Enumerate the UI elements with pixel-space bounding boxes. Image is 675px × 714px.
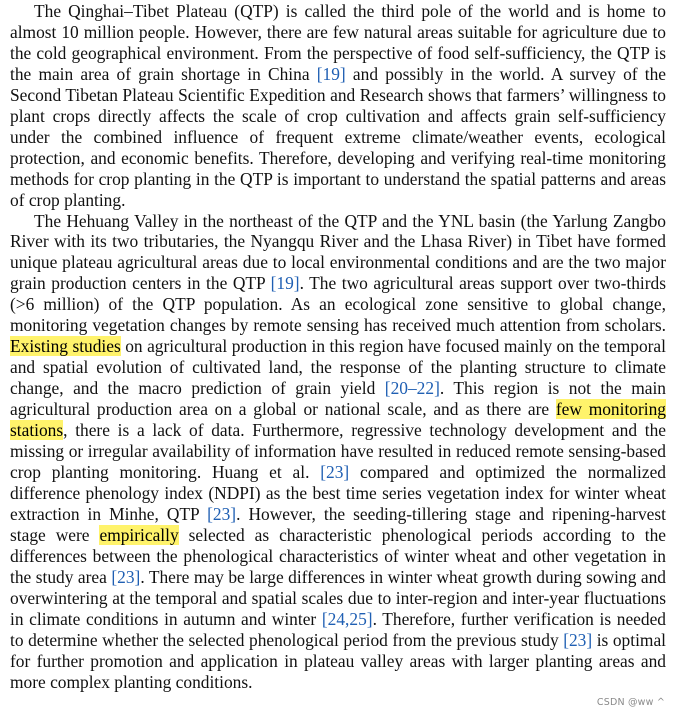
paragraph-text: is optimal for further promotion and application in plateau valley areas with larger planting areas and more complex planting conditions. — [10, 629, 666, 692]
paragraph-1 — [10, 1, 666, 211]
paragraph-text: . However, the seeding-tillering stage and ripening-harvest stage were — [10, 503, 666, 545]
citation-link[interactable]: [19] — [316, 63, 346, 84]
citation-link[interactable]: [24,25] — [321, 608, 373, 629]
paragraph-text: selected as characteristic phenological periods according to the differences between the phenological characteristics of winter wheat and other vegetation in the study area — [10, 524, 666, 587]
paragraph-2 — [10, 211, 666, 693]
paragraph-text: . This region is not the main agricultural production area on a global or national scale, and as there are — [10, 378, 666, 420]
citation-link[interactable]: [23] — [563, 629, 593, 650]
paragraph-text: . There may be large differences in winter wheat growth during sowing and overwintering at the temporal and spatial scales due to inter-region and inter-year fluctuations in climate conditions in autumn and winter — [10, 566, 666, 629]
paragraph-text: on agricultural production in this region have focused mainly on the temporal and spatial evolution of cultivated land, the response of the planting structure to climate change, and the macro prediction of grain yield — [10, 336, 666, 399]
paragraph-text: The Qinghai–Tibet Plateau (QTP) is called the third pole of the world and is home to almost 10 million people. However, there are few natural areas suitable for agriculture due to the cold geographical environment. From the perspective of food self-sufficiency, the QTP is the main area of grain shortage in China — [10, 1, 666, 84]
paragraph-text: . The two agricultural areas support over two-thirds (>6 million) of the QTP population. As an ecological zone sensitive to global change, monitoring vegetation changes by remote sensing has received much attention from scholars. — [10, 273, 666, 336]
citation-link[interactable]: [20–22] — [384, 378, 440, 399]
paragraph-text: , there is a lack of data. Furthermore, regressive technology development and the missing or irregular availability of information have resulted in reduced remote sensing-based crop planting monitoring. Huang et al. — [10, 420, 666, 482]
paragraph-text: The Hehuang Valley in the northeast of the QTP and the YNL basin (the Yarlung Zangbo River with its two tributaries, the Nyangqu River and the Lhasa River) in Tibet have formed unique plateau agricultural areas due to local environmental conditions and are the two major grain production centers in the QTP — [10, 210, 666, 294]
highlighted-phrase: empirically — [99, 524, 179, 545]
highlighted-phrase: few monitoring stations — [10, 399, 666, 441]
highlighted-phrase: Existing studies — [10, 336, 121, 357]
citation-link[interactable]: [23] — [111, 566, 141, 587]
citation-link[interactable]: [23] — [207, 503, 237, 524]
paragraph-text: compared and optimized the normalized difference phenology index (NDPI) as the best time series vegetation index for winter wheat extraction in Minhe, QTP — [10, 461, 666, 524]
paragraph-text: . Therefore, further verification is needed to determine whether the selected phenological period from the previous study — [10, 608, 666, 650]
watermark: CSDN @ww ^ — [596, 697, 665, 708]
citation-link[interactable]: [19] — [270, 273, 300, 294]
paragraph-text: and possibly in the world. A survey of the Second Tibetan Plateau Scientific Expedition and Research shows that farmers’ willingness to plant crops directly affects the scale of crop cultivation and affects grain self-sufficiency under the combined influence of frequent extreme climate/weather events, ecological protection, and economic benefits. Therefore, developing and verifying real-time monitoring methods for crop planting in the QTP is important to understand the spatial patterns and areas of crop planting. — [10, 63, 666, 210]
citation-link[interactable]: [23] — [320, 461, 350, 482]
